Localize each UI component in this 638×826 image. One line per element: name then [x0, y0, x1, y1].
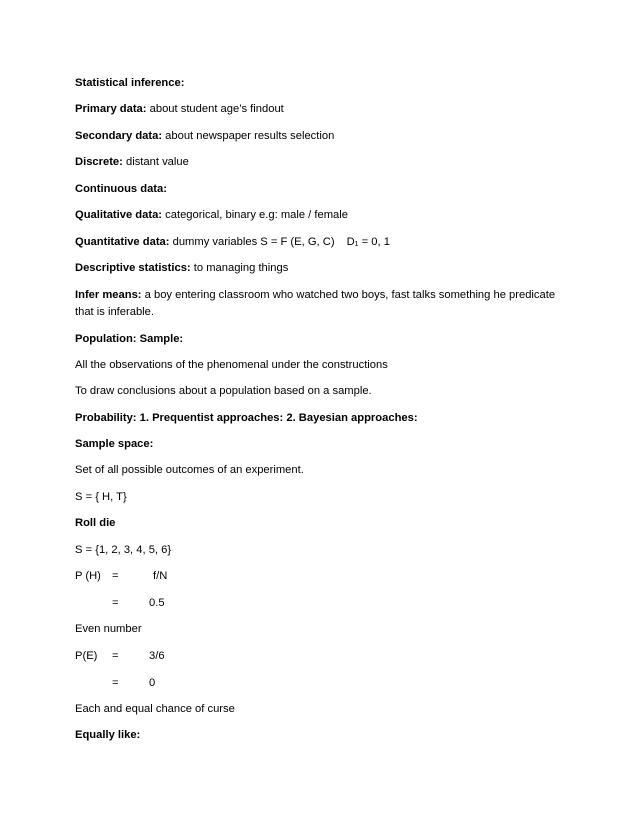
text: Set of all possible outcomes of an experiment. [75, 464, 304, 476]
text: S = {1, 2, 3, 4, 5, 6} [75, 544, 172, 556]
text: categorical, binary e.g: male / female [162, 209, 348, 221]
equation-p-e-value [75, 675, 275, 692]
line-probability [75, 410, 418, 427]
line-observations [75, 357, 388, 374]
text: a boy entering classroom who watched two boys, fast talks something he predicate that is inferable. [75, 289, 556, 318]
paragraph-infer-means [75, 287, 565, 321]
line-equally-like [75, 727, 140, 744]
equals: = [112, 650, 119, 662]
line-equal-chance [75, 701, 235, 718]
label: Quantitative data: [75, 236, 170, 248]
line-qualitative-data [75, 207, 348, 224]
rhs: f/N [153, 570, 168, 582]
label: Primary data: [75, 103, 147, 115]
label: Infer means: [75, 289, 142, 301]
label: Probability: 1. Prequentist approaches: 2. Bayesian approaches: [75, 412, 418, 424]
line-sample-space [75, 436, 153, 453]
text: about student age’s findout [146, 103, 284, 115]
line-even-number [75, 621, 142, 638]
label: Roll die [75, 517, 116, 529]
label: Equally like: [75, 729, 141, 741]
line-secondary-data [75, 128, 334, 145]
text: S = { H, T} [75, 491, 127, 503]
equation-p-e [75, 648, 275, 665]
line-set-of-outcomes [75, 462, 304, 479]
equals: = [112, 570, 119, 582]
line-primary-data [75, 101, 284, 118]
equals: = [112, 677, 119, 689]
text: All the observations of the phenomenal under the constructions [75, 359, 388, 371]
equation-p-h-value [75, 595, 275, 612]
equation-p-h [75, 568, 275, 585]
label: Statistical inference: [75, 77, 185, 89]
rhs: 0.5 [149, 597, 165, 609]
line-descriptive-statistics [75, 260, 288, 277]
subscript: 1 [354, 241, 359, 248]
text: Each and equal chance of curse [75, 703, 235, 715]
label: Continuous data: [75, 183, 167, 195]
text: about newspaper results selection [162, 130, 335, 142]
line-s-ht [75, 489, 127, 506]
line-s-die [75, 542, 171, 559]
line-roll-die [75, 515, 115, 532]
text: dummy variables S = F (E, G, C) [169, 236, 335, 248]
text: to managing things [190, 262, 289, 274]
text: distant value [122, 156, 189, 168]
equals: = [112, 597, 119, 609]
label: Descriptive statistics: [75, 262, 191, 274]
text: To draw conclusions about a population based on a sample. [75, 385, 372, 397]
label: Sample space: [75, 438, 154, 450]
rhs: 3/6 [149, 650, 165, 662]
lhs: P(E) [75, 650, 98, 662]
line-draw-conclusions [75, 383, 372, 400]
line-discrete [75, 154, 189, 171]
line-quantitative-data [75, 234, 390, 253]
line-continuous-data [75, 181, 167, 198]
label: Population: Sample: [75, 333, 184, 345]
label: Qualitative data: [75, 209, 163, 221]
label: Discrete: [75, 156, 123, 168]
heading-statistical-inference [75, 75, 184, 92]
line-population-sample [75, 331, 183, 348]
lhs: P (H) [75, 570, 101, 582]
text: Even number [75, 623, 142, 635]
text-tail: = 0, 1 [358, 236, 390, 248]
d-symbol: D [346, 236, 355, 248]
rhs: 0 [149, 677, 156, 689]
label: Secondary data: [75, 130, 163, 142]
